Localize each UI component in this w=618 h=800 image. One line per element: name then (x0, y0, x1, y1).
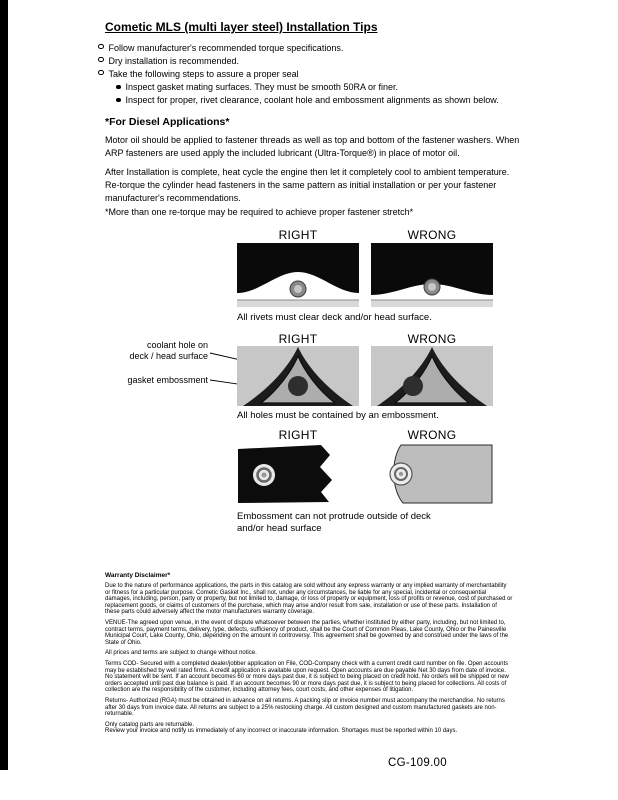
diesel-paragraph-1: Motor oil should be applied to fastener threads as well as top and bottom of the fastener washers. When ARP fasteners are used apply the included lubricant (Ultra-Torque®) in place of motor oil. (105, 135, 520, 158)
page-code: CG-109.00 (388, 757, 447, 769)
disclaimer-paragraph: Terms COD- Secured with a completed dealer/jobber application on File, COD-Company check with a current credit card number on file. Open accounts may be established by well rated firms. A credit application is available upon request. Open accounts are due payable Net 30 days from date of invoice. No statement will be sent. If an account becomes 60 or more days past due, it is subject to being placed on credit hold. No orders will be shipped or new orders accepted until past due balance is paid. If an account becomes 90 or more days past due, it is subject to being placed for collections. All costs of collection are the responsibility of the customer, including attorney fees, court costs, and other expenses of litigation. (105, 660, 509, 694)
right-heading-row2: RIGHT (278, 332, 318, 346)
rivet-clearance-wrong-diagram (371, 243, 493, 307)
sub-list-item (116, 94, 548, 107)
diesel-applications-heading: *For Diesel Applications* (105, 116, 230, 128)
disclaimer-paragraph: Review your invoice and notify us immediately of any incorrect or inaccurate information. Shortages must be reported within 10 days. (105, 728, 458, 735)
list-item-text: Dry installation is recommended. (108, 56, 240, 66)
embossment-containment-right-diagram (237, 346, 359, 406)
embossment-containment-wrong-diagram (371, 346, 493, 406)
tips-list (98, 42, 548, 107)
sub-list-item (116, 81, 548, 94)
sub-bullet-marker (116, 85, 121, 90)
bullet-marker (98, 57, 104, 63)
list-item-text: Follow manufacturer's recommended torque specifications. (108, 43, 344, 53)
list-item-text: Inspect gasket mating surfaces. They must be smooth 50RA or finer. (125, 82, 398, 92)
warranty-disclaimer (105, 572, 513, 735)
list-item-text: Take the following steps to assure a proper seal (108, 69, 299, 79)
page-title: Cometic MLS (multi layer steel) Installation Tips (105, 20, 378, 34)
coolant-hole-label (126, 340, 208, 361)
row3-caption: Embossment can not protrude outside of deck and/or head surface (237, 511, 431, 534)
sub-bullet-marker (116, 98, 121, 103)
wrong-heading-row3: WRONG (407, 428, 457, 442)
warranty-disclaimer-heading: Warranty Disclaimer* (105, 572, 171, 579)
diesel-paragraph-2: After Installation is complete, heat cycle the engine then let it completely cool to ambient temperature. Re-torque the cylinder head fasteners in the same pattern as initial installation or per your fastener manufacturer's recommendations. (105, 167, 510, 203)
list-item (98, 68, 548, 81)
list-item (98, 55, 548, 68)
right-heading-row3: RIGHT (278, 428, 318, 442)
wrong-heading-row2: WRONG (407, 332, 457, 346)
disclaimer-paragraph: Due to the nature of performance applications, the parts in this catalog are sold without any express warranty or any implied warranty of merchantability or fitness for a particular purpose. Cometic Gasket Inc., shall not, under any circumstances, be liable for any special, incidental or consequential damages, including, person, party or property, but not limited to, damage, or loss of property or equipment, loss of profits or revenue, cost of purchased or replacement goods, or claims of customers of the purchase, which may arise and/or result from sale, installation or use of these parts. Installation of these parts could adversely affect the motor manufacturers warranty coverage. (105, 583, 513, 616)
embossment-protrusion-wrong-diagram (371, 442, 493, 506)
retorque-note: *More than one re-torque may be required to achieve proper fastener stretch* (105, 207, 414, 217)
disclaimer-paragraph: All prices and terms are subject to change without notice. (105, 650, 257, 657)
disclaimer-paragraph: VENUE-The agreed upon venue, in the event of dispute whatsoever between the parties, whether instituted by either party, including, but not limited to, contract terms, payment terms, delivery, type, defects, sufficiency of product, shall be the Court of Common Pleas, Lake County, Ohio or the Painesville Municipal Court, Lake County, Ohio, depending on the amount in controversy. This agreement shall be governed by and construed under the laws of the State of Ohio. (105, 619, 509, 646)
row1-caption: All rivets must clear deck and/or head surface. (237, 312, 432, 323)
coolant-hole-label-line2: deck / head surface (129, 350, 208, 361)
gasket-embossment-label: gasket embossment (127, 375, 208, 385)
list-item-text: Inspect for proper, rivet clearance, coolant hole and embossment alignments as shown below. (125, 95, 499, 105)
bullet-marker (98, 44, 104, 50)
list-item (98, 42, 548, 55)
row2-caption: All holes must be contained by an embossment. (237, 410, 439, 421)
wrong-heading-row1: WRONG (407, 228, 457, 242)
page-edge-bar (0, 0, 8, 770)
disclaimer-paragraph: Returns- Authorized (RGA) must be obtained in advance on all returns. A packing slip or invoice number must accompany the merchandise. No returns after 30 days from invoice date. All returns are subject to a 25% restocking charge. All custom designed and custom manufactured gaskets are non-returnable. (105, 697, 505, 718)
rivet-clearance-right-diagram (237, 243, 359, 307)
disclaimer-paragraph: Only catalog parts are returnable. (105, 721, 195, 728)
right-heading-row1: RIGHT (278, 228, 318, 242)
bullet-marker (98, 70, 104, 76)
embossment-protrusion-right-diagram (237, 442, 359, 506)
coolant-hole-label-line1: coolant hole on (146, 340, 208, 350)
